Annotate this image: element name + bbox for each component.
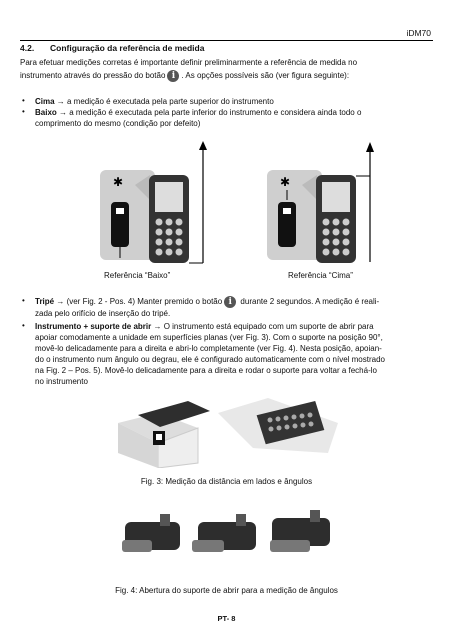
caption-reference-cima: Referência “Cima” [288,271,353,280]
suporte-line-5: na Fig. 2 – Pos. 5). Movê-lo delicadamente para a direita e rodar o suporte para voltar a fechá-lo [35,366,377,375]
header-rule [20,40,433,41]
intro-text-a: instrumento através do pressão do botão [20,71,166,81]
bullet-marker: • [22,321,25,330]
tripe-text-2: zada pelo orifício de inserção do tripé. [35,309,171,318]
suporte-line-3: movê-lo delicadamente para a direita e abri-lo completamente (ver Fig. 4). Nesta posição, apoian- [35,344,382,353]
option-baixo-text: → a medição é executada pela parte inferior do instrumento e considera ainda todo o [56,108,362,117]
suporte-line-2: apoiar comodamente a unidade em superfícies planas (ver Fig. 3). Com o suporte na posição 90°, [35,333,383,342]
fig3-illustration [118,393,338,468]
intro-text-b: . As opções possíveis são (ver figura seguinte): [181,71,350,81]
option-baixo-label: Baixo [35,108,57,117]
intro-line-2 [20,70,433,82]
option-cima-label: Cima [35,97,55,106]
intro-line-1: Para efetuar medições corretas é importante definir preliminarmente a referência de medida no [20,58,358,67]
tripe-text-a: → (ver Fig. 2 - Pos. 4) Manter premido o botão [54,297,223,307]
reference-baixo-figure [95,140,215,265]
tripe-paragraph [35,296,433,319]
section-number: 4.2. [20,43,35,53]
option-baixo-text-2: comprimento do mesmo (condição por defeito) [35,119,201,128]
suporte-paragraph [35,321,433,387]
tripe-label: Tripé [35,297,55,307]
section-heading [20,43,204,53]
fig3-caption: Fig. 3: Medição da distância em lados e ângulos [140,477,313,486]
fig4-illustration [120,500,335,560]
suporte-line-1: → O instrumento está equipado com um suporte de abrir para [151,322,374,331]
info-icon: i [167,70,179,82]
option-baixo [35,107,433,129]
reference-cima-figure [262,140,392,265]
bullet-marker: • [22,107,25,116]
bullet-marker: • [22,296,25,305]
option-cima [35,96,433,107]
info-icon: i [224,296,236,308]
tripe-text-b: durante 2 segundos. A medição é reali- [238,297,380,307]
fig4-caption: Fig. 4: Abertura do suporte de abrir para a medição de ângulos [115,586,338,595]
svg-text:✱: ✱ [280,175,291,189]
page-number: PT- 8 [217,614,236,623]
option-cima-text: → a medição é executada pela parte superior do instrumento [54,97,274,106]
bullet-marker: • [22,96,25,105]
caption-reference-baixo: Referência “Baixo” [104,271,171,280]
suporte-line-6: no instrumento [35,377,88,386]
header-product: iDM70 [406,28,431,38]
svg-text:✱: ✱ [113,175,124,189]
suporte-line-4: do o instrumento num ângulo ou degrau, ele é configurado automaticamente com o nível mostrado [35,355,385,364]
suporte-label: Instrumento + suporte de abrir [35,322,152,331]
section-title: Configuração da referência de medida [50,43,205,53]
